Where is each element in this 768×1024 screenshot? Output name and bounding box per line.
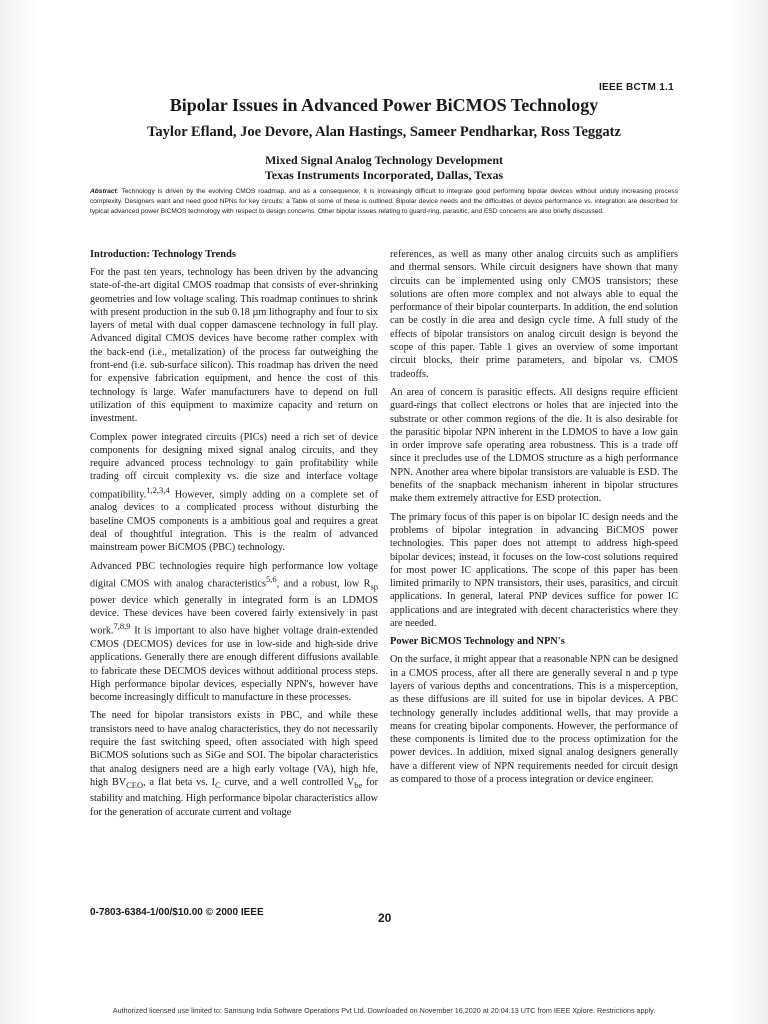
paragraph-intro-2 — [90, 431, 378, 555]
text-run: , and a robust, low R — [276, 578, 371, 590]
section-heading-introduction: Introduction: Technology Trends — [90, 249, 236, 260]
citation: 1,2,3,4 — [146, 484, 170, 495]
abstract — [90, 187, 678, 217]
text-run: Complex power integrated circuits (PICs) need a rich set of device components for designing mixed signal analog circuits, and they require advanced process technology to gain profitability while trading off circuit complexity vs. die size and interface voltage compatibility. — [90, 431, 378, 501]
text-run: power device which generally in integrated form is an LDMOS device. These devices have been covered fairly extensively in past work. — [90, 594, 378, 637]
affiliation-organization: Texas Instruments Incorporated, Dallas, Texas — [264, 168, 504, 182]
subscript: CEO — [126, 779, 144, 790]
text-run: for stability and matching. High performance bipolar characteristics allow for the generation of accurate current and voltage — [90, 776, 378, 818]
subscript: sp — [370, 581, 379, 592]
text-run: However, simply adding on a complete set of analog devices to a complicated process without disturbing the baseline CMOS components is a ambitious goal and requires a great deal of thoughtful integration. This is the realm of advanced mainstream power BiCMOS (PBC) technology. — [90, 489, 378, 554]
author-list: Taylor Efland, Joe Devore, Alan Hastings, Sameer Pendharkar, Ross Teggatz — [147, 124, 621, 140]
abstract-text: : Technology is driven by the evolving CMOS roadmap, and as a consequence, it is increasingly difficult to integrate good performing bipolar devices without unduly increasing process complexity. Designers want and need good NPNs for key circuits; a Table of some of these is outlined. Bipolar device needs and the difficulties of device performance vs. integration are described for typical advanced power BiCMOS technology with respect to design concerns. Other bipolar issues relating to guard-ring, parasitic, and ESD concerns are also briefly discussed. — [90, 188, 678, 215]
affiliation-department: Mixed Signal Analog Technology Development — [264, 153, 504, 167]
citation: 5,6 — [266, 573, 277, 584]
text-run: , a flat beta vs. I — [143, 776, 216, 788]
paragraph-intro-3 — [90, 560, 378, 705]
paragraph-intro-1: For the past ten years, technology has been driven by the advancing state-of-the-art digital CMOS roadmap that consists of ever-shrinking geometries and low voltage scaling. This roadmap continues to shrink with present production in the sub 0.18 µm lithography and four to six layers of metal with dual copper damascene technology in full play. Advanced digital CMOS devices have become rather complex with the back-end (i.e., metalization) of the process far outweighing the front-end (i.e. sub-surface silicon). This roadmap has driven the need for expensive fabrication equipment, and hence the cost of this technology is large. Wafer manufacturers have to depend on full utilization of this equipment to maximize capacity and return on investment. — [90, 267, 378, 425]
paragraph-right-3: The primary focus of this paper is on bipolar IC design needs and the problems of bipolar integration in advancing BiCMOS power technologies. This paper does not attempt to address high-speed bipolar devices; instead, it focuses on the low-cost solutions required for most power IC applications. The scope of this paper has been limited primarily to NPN transistors, their uses, parasitics, and circuit applications. In general, lateral PNP devices suffice for power IC applications and are integrated with decent characteristics where they are needed. — [390, 511, 678, 630]
abstract-label: Abstract — [90, 188, 117, 195]
subscript: C — [215, 779, 221, 790]
left-column — [90, 248, 378, 819]
copyright-notice: 0-7803-6384-1/00/$10.00 © 2000 IEEE — [90, 907, 264, 918]
right-column — [390, 248, 678, 786]
paragraph-right-1: references, as well as many other analog circuits such as amplifiers and thermal sensors. While circuit designers have shown that many circuits can be implemented using only CMOS transistors; these solutions are often more complex and not always able to equal the performance of their bipolar counterparts. In addition, the end solution can be costly in die area and design cycle time. A full study of the effects of bipolar transistors on analog circuit design is beyond the scope of this paper. Table 1 gives an overview of some important circuit blocks, their prime parameters, and bipolar vs. CMOS tradeoffs. — [390, 249, 678, 380]
paragraph-right-4: On the surface, it might appear that a reasonable NPN can be designed in a CMOS process, after all there are generally several n and p type layers of various depths and concentrations. This is a misperception, as these diffusions are ill suited for use in bipolar devices. A PBC technology generally includes additional wells, that may provide a means for creating bipolar components. However, the performance of these components is limited due to the process optimization for the power devices. In addition, mixed signal analog designers generally have a different view of NPN requirements needed for circuit design as compared to those of a process integration or device engineer. — [390, 654, 678, 785]
paper-title: Bipolar Issues in Advanced Power BiCMOS Technology — [169, 95, 599, 115]
text-run: It is important to also have higher voltage drain-extended CMOS (DECMOS) devices for use in low-side and high-side drive applications. Generally there are enough different diffusions available to fabricate these DECMOS devices without additional process steps. High performance bipolar devices, especially NPN's, however have become increasingly difficult to manufacture in these processes. — [90, 625, 378, 704]
page-number: 20 — [378, 911, 392, 925]
section-heading-power-bicmos: Power BiCMOS Technology and NPN's — [390, 636, 565, 648]
conference-id: IEEE BCTM 1.1 — [598, 82, 674, 93]
subscript: be — [354, 779, 363, 790]
paragraph-right-2: An area of concern is parasitic effects. All designs require efficient guard-rings that collect electrons or holes that are injected into the substrate or other common regions of the die. It is also desirable for the parasitic bipolar NPN inherent in the LDMOS to have a low gain in order improve safe operating area robustness. This is a trade off since it precludes use of the LDMOS structure as a high performance NPN. Another area where bipolar transistors are valuable is ESD. The benefits of the snapback mechanism inherent in bipolar structures make them extremely attractive for ESD protection. — [390, 386, 678, 505]
text-run: The need for bipolar transistors exists in PBC, and while these transistors need to have analog characteristics, they do not necessarily require the fast switching speed, often associated with high speed BiCMOS solutions such as SiGe and SOI. The bipolar characteristics that analog designers need are a high early voltage (VA), high hfe, high BV — [90, 710, 378, 788]
paragraph-intro-4 — [90, 709, 378, 818]
citation: 7,8,9 — [113, 621, 131, 632]
license-notice: Authorized licensed use limited to: Samsung India Software Operations Pvt Ltd. Downloaded on November 16,2020 at 20:04:13 UTC from IEEE Xplore. Restrictions apply. — [112, 1006, 656, 1015]
text-run: Advanced PBC technologies require high performance low voltage digital CMOS with analog characteristics — [90, 560, 378, 590]
text-run: curve, and a well controlled V — [220, 776, 355, 788]
